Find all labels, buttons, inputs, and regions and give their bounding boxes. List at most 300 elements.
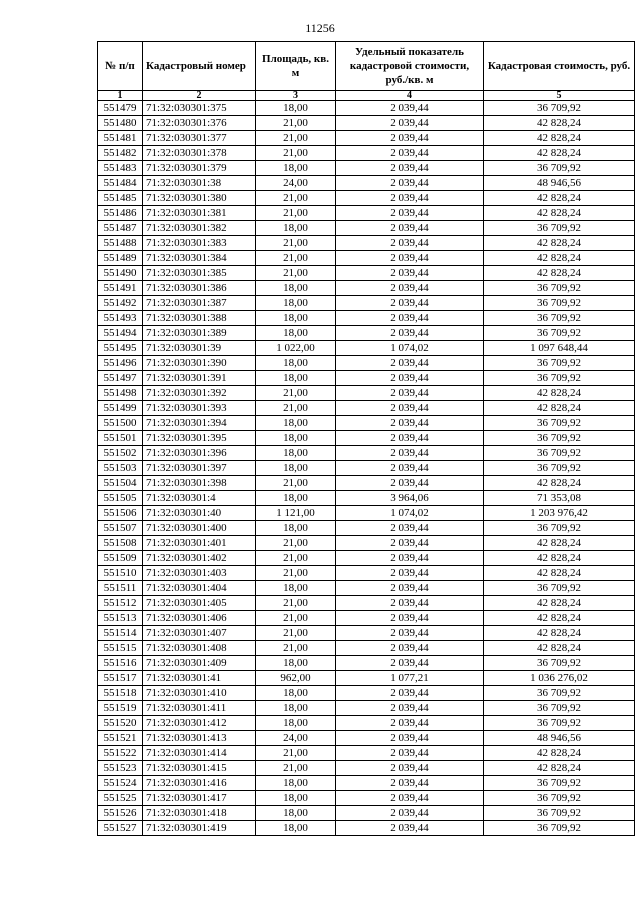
area-cell: 18,00 — [256, 431, 336, 446]
row-index-cell: 551487 — [98, 221, 143, 236]
area-cell: 18,00 — [256, 371, 336, 386]
row-index-cell: 551503 — [98, 461, 143, 476]
table-row — [98, 656, 635, 671]
table-row — [98, 596, 635, 611]
header-cadastral-number: Кадастровый номер — [143, 42, 256, 91]
row-index-cell: 551506 — [98, 506, 143, 521]
cadastral-value-cell: 42 828,24 — [484, 251, 635, 266]
row-index-cell: 551518 — [98, 686, 143, 701]
table-row — [98, 311, 635, 326]
table-row — [98, 701, 635, 716]
cadastral-value-cell: 36 709,92 — [484, 521, 635, 536]
unit-value-cell: 2 039,44 — [336, 206, 484, 221]
unit-value-cell: 1 077,21 — [336, 671, 484, 686]
area-cell: 18,00 — [256, 296, 336, 311]
row-index-cell: 551490 — [98, 266, 143, 281]
cadastral-value-cell: 42 828,24 — [484, 206, 635, 221]
row-index-cell: 551488 — [98, 236, 143, 251]
area-cell: 18,00 — [256, 791, 336, 806]
row-index-cell: 551522 — [98, 746, 143, 761]
cadastral-number-cell: 71:32:030301:39 — [143, 341, 256, 356]
area-cell: 18,00 — [256, 701, 336, 716]
cadastral-value-cell: 42 828,24 — [484, 596, 635, 611]
area-cell: 18,00 — [256, 686, 336, 701]
area-cell: 21,00 — [256, 626, 336, 641]
row-index-cell: 551507 — [98, 521, 143, 536]
row-index-cell: 551508 — [98, 536, 143, 551]
column-number: 4 — [336, 91, 484, 101]
area-cell: 18,00 — [256, 281, 336, 296]
area-cell: 21,00 — [256, 236, 336, 251]
area-cell: 18,00 — [256, 656, 336, 671]
row-index-cell: 551512 — [98, 596, 143, 611]
unit-value-cell: 2 039,44 — [336, 641, 484, 656]
row-index-cell: 551505 — [98, 491, 143, 506]
cadastral-value-cell: 36 709,92 — [484, 296, 635, 311]
cadastral-number-cell: 71:32:030301:379 — [143, 161, 256, 176]
row-index-cell: 551494 — [98, 326, 143, 341]
unit-value-cell: 2 039,44 — [336, 521, 484, 536]
cadastral-number-cell: 71:32:030301:390 — [143, 356, 256, 371]
header-cadastral-value: Кадастровая стоимость, руб. — [484, 42, 635, 91]
unit-value-cell: 2 039,44 — [336, 461, 484, 476]
cadastral-number-cell: 71:32:030301:416 — [143, 776, 256, 791]
area-cell: 21,00 — [256, 251, 336, 266]
unit-value-cell: 2 039,44 — [336, 716, 484, 731]
area-cell: 21,00 — [256, 386, 336, 401]
row-index-cell: 551521 — [98, 731, 143, 746]
unit-value-cell: 2 039,44 — [336, 221, 484, 236]
table-row — [98, 536, 635, 551]
row-index-cell: 551481 — [98, 131, 143, 146]
table-row — [98, 746, 635, 761]
cadastral-value-cell: 36 709,92 — [484, 656, 635, 671]
table-row — [98, 176, 635, 191]
unit-value-cell: 2 039,44 — [336, 131, 484, 146]
row-index-cell: 551526 — [98, 806, 143, 821]
cadastral-number-cell: 71:32:030301:409 — [143, 656, 256, 671]
unit-value-cell: 2 039,44 — [336, 596, 484, 611]
unit-value-cell: 2 039,44 — [336, 416, 484, 431]
table-row — [98, 326, 635, 341]
row-index-cell: 551524 — [98, 776, 143, 791]
cadastral-value-cell: 36 709,92 — [484, 461, 635, 476]
unit-value-cell: 3 964,06 — [336, 491, 484, 506]
area-cell: 18,00 — [256, 821, 336, 836]
cadastral-value-cell: 36 709,92 — [484, 701, 635, 716]
cadastral-value-cell: 36 709,92 — [484, 311, 635, 326]
cadastral-value-cell: 42 828,24 — [484, 746, 635, 761]
cadastral-number-cell: 71:32:030301:393 — [143, 401, 256, 416]
cadastral-number-cell: 71:32:030301:407 — [143, 626, 256, 641]
unit-value-cell: 1 074,02 — [336, 341, 484, 356]
table-row — [98, 491, 635, 506]
cadastral-value-cell: 36 709,92 — [484, 716, 635, 731]
cadastral-value-cell: 48 946,56 — [484, 176, 635, 191]
unit-value-cell: 2 039,44 — [336, 281, 484, 296]
unit-value-cell: 2 039,44 — [336, 656, 484, 671]
cadastral-value-cell: 42 828,24 — [484, 266, 635, 281]
cadastral-number-cell: 71:32:030301:405 — [143, 596, 256, 611]
unit-value-cell: 2 039,44 — [336, 806, 484, 821]
table-row — [98, 401, 635, 416]
cadastral-value-cell: 48 946,56 — [484, 731, 635, 746]
table-row — [98, 506, 635, 521]
area-cell: 21,00 — [256, 191, 336, 206]
row-index-cell: 551480 — [98, 116, 143, 131]
cadastral-number-cell: 71:32:030301:419 — [143, 821, 256, 836]
table-row — [98, 791, 635, 806]
cadastral-number-cell: 71:32:030301:386 — [143, 281, 256, 296]
cadastral-number-cell: 71:32:030301:411 — [143, 701, 256, 716]
unit-value-cell: 2 039,44 — [336, 476, 484, 491]
cadastral-value-cell: 42 828,24 — [484, 761, 635, 776]
cadastral-value-cell: 36 709,92 — [484, 101, 635, 116]
area-cell: 18,00 — [256, 581, 336, 596]
area-cell: 1 121,00 — [256, 506, 336, 521]
table-row — [98, 716, 635, 731]
cadastral-number-cell: 71:32:030301:396 — [143, 446, 256, 461]
cadastral-number-cell: 71:32:030301:397 — [143, 461, 256, 476]
area-cell: 18,00 — [256, 461, 336, 476]
table-row — [98, 431, 635, 446]
row-index-cell: 551495 — [98, 341, 143, 356]
area-cell: 21,00 — [256, 266, 336, 281]
area-cell: 21,00 — [256, 206, 336, 221]
row-index-cell: 551514 — [98, 626, 143, 641]
cadastral-number-cell: 71:32:030301:389 — [143, 326, 256, 341]
table-body — [98, 101, 635, 836]
cadastral-value-cell: 36 709,92 — [484, 581, 635, 596]
area-cell: 21,00 — [256, 401, 336, 416]
cadastral-number-cell: 71:32:030301:392 — [143, 386, 256, 401]
area-cell: 21,00 — [256, 116, 336, 131]
cadastral-number-cell: 71:32:030301:38 — [143, 176, 256, 191]
cadastral-number-cell: 71:32:030301:381 — [143, 206, 256, 221]
area-cell: 18,00 — [256, 491, 336, 506]
row-index-cell: 551525 — [98, 791, 143, 806]
cadastral-number-cell: 71:32:030301:395 — [143, 431, 256, 446]
cadastral-number-cell: 71:32:030301:412 — [143, 716, 256, 731]
cadastral-number-cell: 71:32:030301:388 — [143, 311, 256, 326]
cadastral-value-cell: 42 828,24 — [484, 386, 635, 401]
cadastral-value-cell: 42 828,24 — [484, 131, 635, 146]
row-index-cell: 551513 — [98, 611, 143, 626]
area-cell: 21,00 — [256, 596, 336, 611]
row-index-cell: 551485 — [98, 191, 143, 206]
table-row — [98, 461, 635, 476]
cadastral-number-cell: 71:32:030301:384 — [143, 251, 256, 266]
area-cell: 21,00 — [256, 146, 336, 161]
cadastral-value-cell: 36 709,92 — [484, 161, 635, 176]
area-cell: 21,00 — [256, 476, 336, 491]
column-number: 3 — [256, 91, 336, 101]
table-row — [98, 686, 635, 701]
unit-value-cell: 2 039,44 — [336, 551, 484, 566]
unit-value-cell: 2 039,44 — [336, 296, 484, 311]
column-number: 1 — [98, 91, 143, 101]
table-row — [98, 251, 635, 266]
cadastral-number-cell: 71:32:030301:398 — [143, 476, 256, 491]
cadastral-value-cell: 1 097 648,44 — [484, 341, 635, 356]
cadastral-value-cell: 42 828,24 — [484, 476, 635, 491]
area-cell: 18,00 — [256, 806, 336, 821]
row-index-cell: 551501 — [98, 431, 143, 446]
table-row — [98, 281, 635, 296]
row-index-cell: 551492 — [98, 296, 143, 311]
area-cell: 21,00 — [256, 761, 336, 776]
cadastral-value-cell: 42 828,24 — [484, 641, 635, 656]
table-row — [98, 446, 635, 461]
cadastral-value-cell: 36 709,92 — [484, 371, 635, 386]
cadastral-number-cell: 71:32:030301:400 — [143, 521, 256, 536]
table-row — [98, 821, 635, 836]
row-index-cell: 551499 — [98, 401, 143, 416]
area-cell: 18,00 — [256, 161, 336, 176]
row-index-cell: 551511 — [98, 581, 143, 596]
column-number-row — [98, 91, 635, 101]
cadastral-value-cell: 36 709,92 — [484, 791, 635, 806]
area-cell: 18,00 — [256, 221, 336, 236]
column-number: 5 — [484, 91, 635, 101]
table-row — [98, 146, 635, 161]
table-row — [98, 131, 635, 146]
cadastral-number-cell: 71:32:030301:391 — [143, 371, 256, 386]
cadastral-value-cell: 42 828,24 — [484, 626, 635, 641]
cadastral-value-cell: 36 709,92 — [484, 821, 635, 836]
cadastral-number-cell: 71:32:030301:402 — [143, 551, 256, 566]
cadastral-value-cell: 36 709,92 — [484, 416, 635, 431]
table-row — [98, 761, 635, 776]
cadastral-value-cell: 42 828,24 — [484, 536, 635, 551]
cadastral-value-cell: 36 709,92 — [484, 431, 635, 446]
cadastral-number-cell: 71:32:030301:40 — [143, 506, 256, 521]
row-index-cell: 551515 — [98, 641, 143, 656]
table-row — [98, 191, 635, 206]
cadastral-number-cell: 71:32:030301:383 — [143, 236, 256, 251]
cadastral-value-cell: 42 828,24 — [484, 401, 635, 416]
row-index-cell: 551483 — [98, 161, 143, 176]
cadastral-number-cell: 71:32:030301:375 — [143, 101, 256, 116]
unit-value-cell: 2 039,44 — [336, 686, 484, 701]
row-index-cell: 551516 — [98, 656, 143, 671]
cadastral-value-cell: 36 709,92 — [484, 446, 635, 461]
row-index-cell: 551482 — [98, 146, 143, 161]
table-row — [98, 776, 635, 791]
cadastral-value-cell: 1 036 276,02 — [484, 671, 635, 686]
cadastral-number-cell: 71:32:030301:413 — [143, 731, 256, 746]
unit-value-cell: 2 039,44 — [336, 611, 484, 626]
cadastral-value-cell: 42 828,24 — [484, 191, 635, 206]
cadastral-number-cell: 71:32:030301:382 — [143, 221, 256, 236]
table-row — [98, 551, 635, 566]
row-index-cell: 551502 — [98, 446, 143, 461]
cadastral-table — [97, 41, 635, 836]
unit-value-cell: 2 039,44 — [336, 401, 484, 416]
area-cell: 21,00 — [256, 551, 336, 566]
cadastral-number-cell: 71:32:030301:377 — [143, 131, 256, 146]
row-index-cell: 551519 — [98, 701, 143, 716]
cadastral-number-cell: 71:32:030301:406 — [143, 611, 256, 626]
table-row — [98, 371, 635, 386]
row-index-cell: 551527 — [98, 821, 143, 836]
cadastral-value-cell: 36 709,92 — [484, 221, 635, 236]
row-index-cell: 551510 — [98, 566, 143, 581]
row-index-cell: 551484 — [98, 176, 143, 191]
unit-value-cell: 2 039,44 — [336, 161, 484, 176]
table-row — [98, 266, 635, 281]
unit-value-cell: 2 039,44 — [336, 776, 484, 791]
cadastral-number-cell: 71:32:030301:401 — [143, 536, 256, 551]
table-row — [98, 626, 635, 641]
unit-value-cell: 2 039,44 — [336, 731, 484, 746]
table-row — [98, 221, 635, 236]
cadastral-value-cell: 71 353,08 — [484, 491, 635, 506]
header-unit-value: Удельный показатель кадастровой стоимости, руб./кв. м — [336, 42, 484, 91]
page-number: 11256 — [305, 21, 335, 35]
area-cell: 18,00 — [256, 716, 336, 731]
unit-value-cell: 2 039,44 — [336, 251, 484, 266]
row-index-cell: 551520 — [98, 716, 143, 731]
table-row — [98, 671, 635, 686]
unit-value-cell: 2 039,44 — [336, 176, 484, 191]
unit-value-cell: 2 039,44 — [336, 101, 484, 116]
unit-value-cell: 2 039,44 — [336, 431, 484, 446]
cadastral-number-cell: 71:32:030301:410 — [143, 686, 256, 701]
area-cell: 18,00 — [256, 521, 336, 536]
cadastral-number-cell: 71:32:030301:415 — [143, 761, 256, 776]
row-index-cell: 551498 — [98, 386, 143, 401]
area-cell: 18,00 — [256, 101, 336, 116]
cadastral-value-cell: 42 828,24 — [484, 236, 635, 251]
unit-value-cell: 2 039,44 — [336, 371, 484, 386]
cadastral-value-cell: 36 709,92 — [484, 281, 635, 296]
table-row — [98, 296, 635, 311]
row-index-cell: 551523 — [98, 761, 143, 776]
table-row — [98, 416, 635, 431]
cadastral-number-cell: 71:32:030301:408 — [143, 641, 256, 656]
unit-value-cell: 2 039,44 — [336, 386, 484, 401]
row-index-cell: 551486 — [98, 206, 143, 221]
unit-value-cell: 2 039,44 — [336, 446, 484, 461]
cadastral-value-cell: 1 203 976,42 — [484, 506, 635, 521]
table-row — [98, 386, 635, 401]
cadastral-value-cell: 36 709,92 — [484, 806, 635, 821]
cadastral-number-cell: 71:32:030301:387 — [143, 296, 256, 311]
cadastral-value-cell: 36 709,92 — [484, 686, 635, 701]
unit-value-cell: 2 039,44 — [336, 191, 484, 206]
table-row — [98, 641, 635, 656]
unit-value-cell: 2 039,44 — [336, 626, 484, 641]
unit-value-cell: 2 039,44 — [336, 311, 484, 326]
unit-value-cell: 2 039,44 — [336, 566, 484, 581]
table-row — [98, 356, 635, 371]
cadastral-number-cell: 71:32:030301:378 — [143, 146, 256, 161]
cadastral-value-cell: 42 828,24 — [484, 611, 635, 626]
cadastral-number-cell: 71:32:030301:385 — [143, 266, 256, 281]
unit-value-cell: 2 039,44 — [336, 356, 484, 371]
unit-value-cell: 2 039,44 — [336, 821, 484, 836]
area-cell: 18,00 — [256, 326, 336, 341]
cadastral-number-cell: 71:32:030301:417 — [143, 791, 256, 806]
row-index-cell: 551493 — [98, 311, 143, 326]
row-index-cell: 551517 — [98, 671, 143, 686]
unit-value-cell: 2 039,44 — [336, 746, 484, 761]
area-cell: 24,00 — [256, 731, 336, 746]
area-cell: 21,00 — [256, 566, 336, 581]
table-row — [98, 341, 635, 356]
table-row — [98, 101, 635, 116]
row-index-cell: 551479 — [98, 101, 143, 116]
table-row — [98, 236, 635, 251]
cadastral-number-cell: 71:32:030301:403 — [143, 566, 256, 581]
area-cell: 21,00 — [256, 746, 336, 761]
table-row — [98, 566, 635, 581]
unit-value-cell: 2 039,44 — [336, 701, 484, 716]
table-row — [98, 806, 635, 821]
row-index-cell: 551504 — [98, 476, 143, 491]
unit-value-cell: 2 039,44 — [336, 536, 484, 551]
area-cell: 21,00 — [256, 131, 336, 146]
area-cell: 18,00 — [256, 356, 336, 371]
unit-value-cell: 2 039,44 — [336, 116, 484, 131]
table-row — [98, 116, 635, 131]
unit-value-cell: 2 039,44 — [336, 581, 484, 596]
row-index-cell: 551491 — [98, 281, 143, 296]
area-cell: 21,00 — [256, 611, 336, 626]
unit-value-cell: 2 039,44 — [336, 236, 484, 251]
cadastral-number-cell: 71:32:030301:376 — [143, 116, 256, 131]
area-cell: 24,00 — [256, 176, 336, 191]
table-row — [98, 476, 635, 491]
cadastral-value-cell: 42 828,24 — [484, 551, 635, 566]
unit-value-cell: 2 039,44 — [336, 146, 484, 161]
cadastral-value-cell: 36 709,92 — [484, 776, 635, 791]
row-index-cell: 551489 — [98, 251, 143, 266]
header-index: № п/п — [98, 42, 143, 91]
table-row — [98, 731, 635, 746]
unit-value-cell: 2 039,44 — [336, 761, 484, 776]
unit-value-cell: 2 039,44 — [336, 266, 484, 281]
area-cell: 1 022,00 — [256, 341, 336, 356]
header-area: Площадь, кв. м — [256, 42, 336, 91]
unit-value-cell: 2 039,44 — [336, 791, 484, 806]
area-cell: 962,00 — [256, 671, 336, 686]
area-cell: 18,00 — [256, 446, 336, 461]
area-cell: 18,00 — [256, 416, 336, 431]
area-cell: 21,00 — [256, 641, 336, 656]
cadastral-number-cell: 71:32:030301:4 — [143, 491, 256, 506]
cadastral-number-cell: 71:32:030301:41 — [143, 671, 256, 686]
cadastral-value-cell: 36 709,92 — [484, 356, 635, 371]
cadastral-value-cell: 42 828,24 — [484, 566, 635, 581]
cadastral-number-cell: 71:32:030301:404 — [143, 581, 256, 596]
area-cell: 21,00 — [256, 536, 336, 551]
row-index-cell: 551496 — [98, 356, 143, 371]
table-row — [98, 611, 635, 626]
row-index-cell: 551497 — [98, 371, 143, 386]
row-index-cell: 551500 — [98, 416, 143, 431]
unit-value-cell: 1 074,02 — [336, 506, 484, 521]
cadastral-number-cell: 71:32:030301:418 — [143, 806, 256, 821]
cadastral-number-cell: 71:32:030301:380 — [143, 191, 256, 206]
table-row — [98, 161, 635, 176]
cadastral-number-cell: 71:32:030301:394 — [143, 416, 256, 431]
table-row — [98, 521, 635, 536]
header-row — [98, 42, 635, 91]
cadastral-number-cell: 71:32:030301:414 — [143, 746, 256, 761]
area-cell: 18,00 — [256, 776, 336, 791]
